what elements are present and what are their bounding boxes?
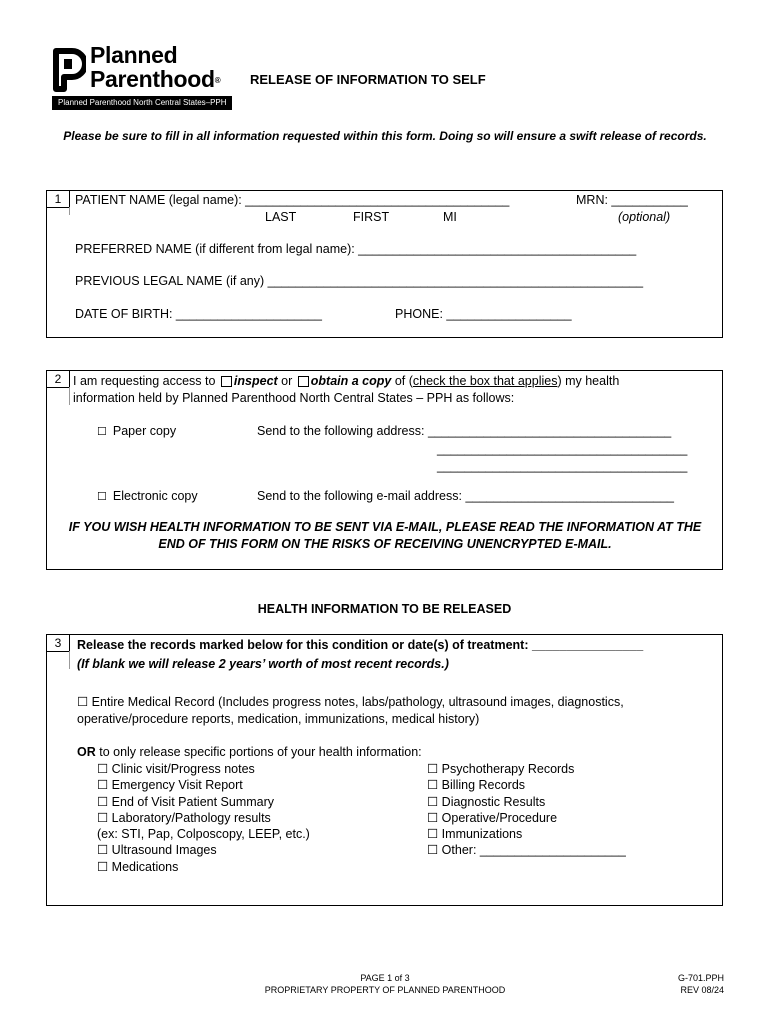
entire-medical-record-option[interactable]: ☐ Entire Medical Record (Includes progress notes, labs/pathology, ultrasound images, diagnostics, — [77, 695, 624, 709]
record-option-emergency-visit[interactable]: ☐ Emergency Visit Report — [97, 778, 243, 792]
logo-wordmark: Planned Parenthood® — [90, 42, 221, 92]
paper-copy-option[interactable]: ☐ Paper copy — [97, 424, 177, 438]
obtain-copy-checkbox[interactable] — [298, 376, 309, 387]
access-request-line-2: information held by Planned Parenthood North Central States – PPH as follows: — [73, 391, 515, 405]
record-option-other[interactable]: ☐ Other: _____________________ — [427, 843, 626, 857]
page-footer — [185, 972, 585, 996]
proprietary-notice: PROPRIETARY PROPERTY OF PLANNED PARENTHOOD — [264, 985, 506, 995]
electronic-copy-checkbox-icon[interactable]: ☐ — [97, 491, 107, 503]
mrn-field[interactable]: MRN: ___________ — [576, 193, 688, 207]
document-title: RELEASE OF INFORMATION TO SELF — [250, 72, 486, 87]
default-release-note: (If blank we will release 2 years’ worth of most recent records.) — [77, 657, 449, 671]
email-address-field[interactable]: Send to the following e-mail address: ______________________________ — [257, 489, 675, 503]
mailing-address-line-3[interactable]: ____________________________________ — [437, 459, 688, 473]
entire-medical-record-detail: operative/procedure reports, medication, immunizations, medical history) — [77, 712, 480, 726]
mailing-address-line-2[interactable]: ____________________________________ — [437, 442, 688, 456]
first-name-label: FIRST — [353, 210, 390, 224]
form-code: G-701.PPH REV 08/24 — [677, 973, 724, 995]
lab-pathology-examples: (ex: STI, Pap, Colposcopy, LEEP, etc.) — [97, 827, 310, 841]
patient-name-field[interactable]: PATIENT NAME (legal name): ______________________________________ — [75, 193, 510, 207]
record-option-diagnostic[interactable]: ☐ Diagnostic Results — [427, 795, 546, 809]
record-option-end-of-visit[interactable]: ☐ End of Visit Patient Summary — [97, 795, 275, 809]
record-option-clinic-visit[interactable]: ☐ Clinic visit/Progress notes — [97, 762, 255, 776]
planned-parenthood-logo-icon — [52, 47, 86, 93]
record-option-medications[interactable]: ☐ Medications — [97, 860, 179, 874]
intro-instructions: Please be sure to fill in all information requested within this form. Doing so will ensure a swift release of records. — [63, 129, 707, 143]
section-3-records-selection — [46, 634, 723, 906]
section-number: 2 — [47, 371, 70, 388]
record-option-operative[interactable]: ☐ Operative/Procedure — [427, 811, 558, 825]
inspect-checkbox[interactable] — [221, 376, 232, 387]
paper-copy-checkbox-icon[interactable]: ☐ — [97, 426, 107, 438]
preferred-name-field[interactable]: PREFERRED NAME (if different from legal name): ________________________________________ — [75, 242, 637, 256]
record-option-billing[interactable]: ☐ Billing Records — [427, 778, 526, 792]
last-name-label: LAST — [265, 210, 297, 224]
date-of-birth-field[interactable]: DATE OF BIRTH: _____________________ — [75, 307, 322, 321]
record-option-ultrasound[interactable]: ☐ Ultrasound Images — [97, 843, 217, 857]
phone-field[interactable]: PHONE: __________________ — [395, 307, 572, 321]
record-option-psychotherapy[interactable]: ☐ Psychotherapy Records — [427, 762, 575, 776]
record-option-lab-pathology[interactable]: ☐ Laboratory/Pathology results — [97, 811, 271, 825]
previous-legal-name-field[interactable]: PREVIOUS LEGAL NAME (if any) ______________________________________________________ — [75, 274, 644, 288]
logo-subtitle: Planned Parenthood North Central States–PPH — [52, 96, 232, 110]
section-1-patient-info — [46, 190, 723, 338]
access-request-line-1: I am requesting access to inspect or obtain a copy of (check the box that applies) my health — [73, 374, 620, 388]
mrn-optional-label: (optional) — [618, 210, 671, 224]
treatment-date-field[interactable]: Release the records marked below for this condition or date(s) of treatment: ________________ — [77, 638, 644, 652]
health-info-heading: HEALTH INFORMATION TO BE RELEASED — [257, 602, 512, 616]
email-risk-warning: IF YOU WISH HEALTH INFORMATION TO BE SENT VIA E-MAIL, PLEASE READ THE INFORMATION AT THE END OF THIS FORM ON THE RISKS OF RECEIVING UNENCRYPTED E-MAIL. — [68, 520, 702, 551]
record-option-immunizations[interactable]: ☐ Immunizations — [427, 827, 523, 841]
section-number: 1 — [47, 191, 70, 208]
section-2-access-request — [46, 370, 723, 570]
electronic-copy-option[interactable]: ☐ Electronic copy — [97, 489, 198, 503]
mailing-address-field[interactable]: Send to the following address: ___________________________________ — [257, 424, 672, 438]
page-number: PAGE 1 of 3 — [360, 973, 410, 983]
specific-portions-intro: OR to only release specific portions of your health information: — [77, 745, 422, 759]
section-number: 3 — [47, 635, 70, 652]
middle-initial-label: MI — [443, 210, 457, 224]
